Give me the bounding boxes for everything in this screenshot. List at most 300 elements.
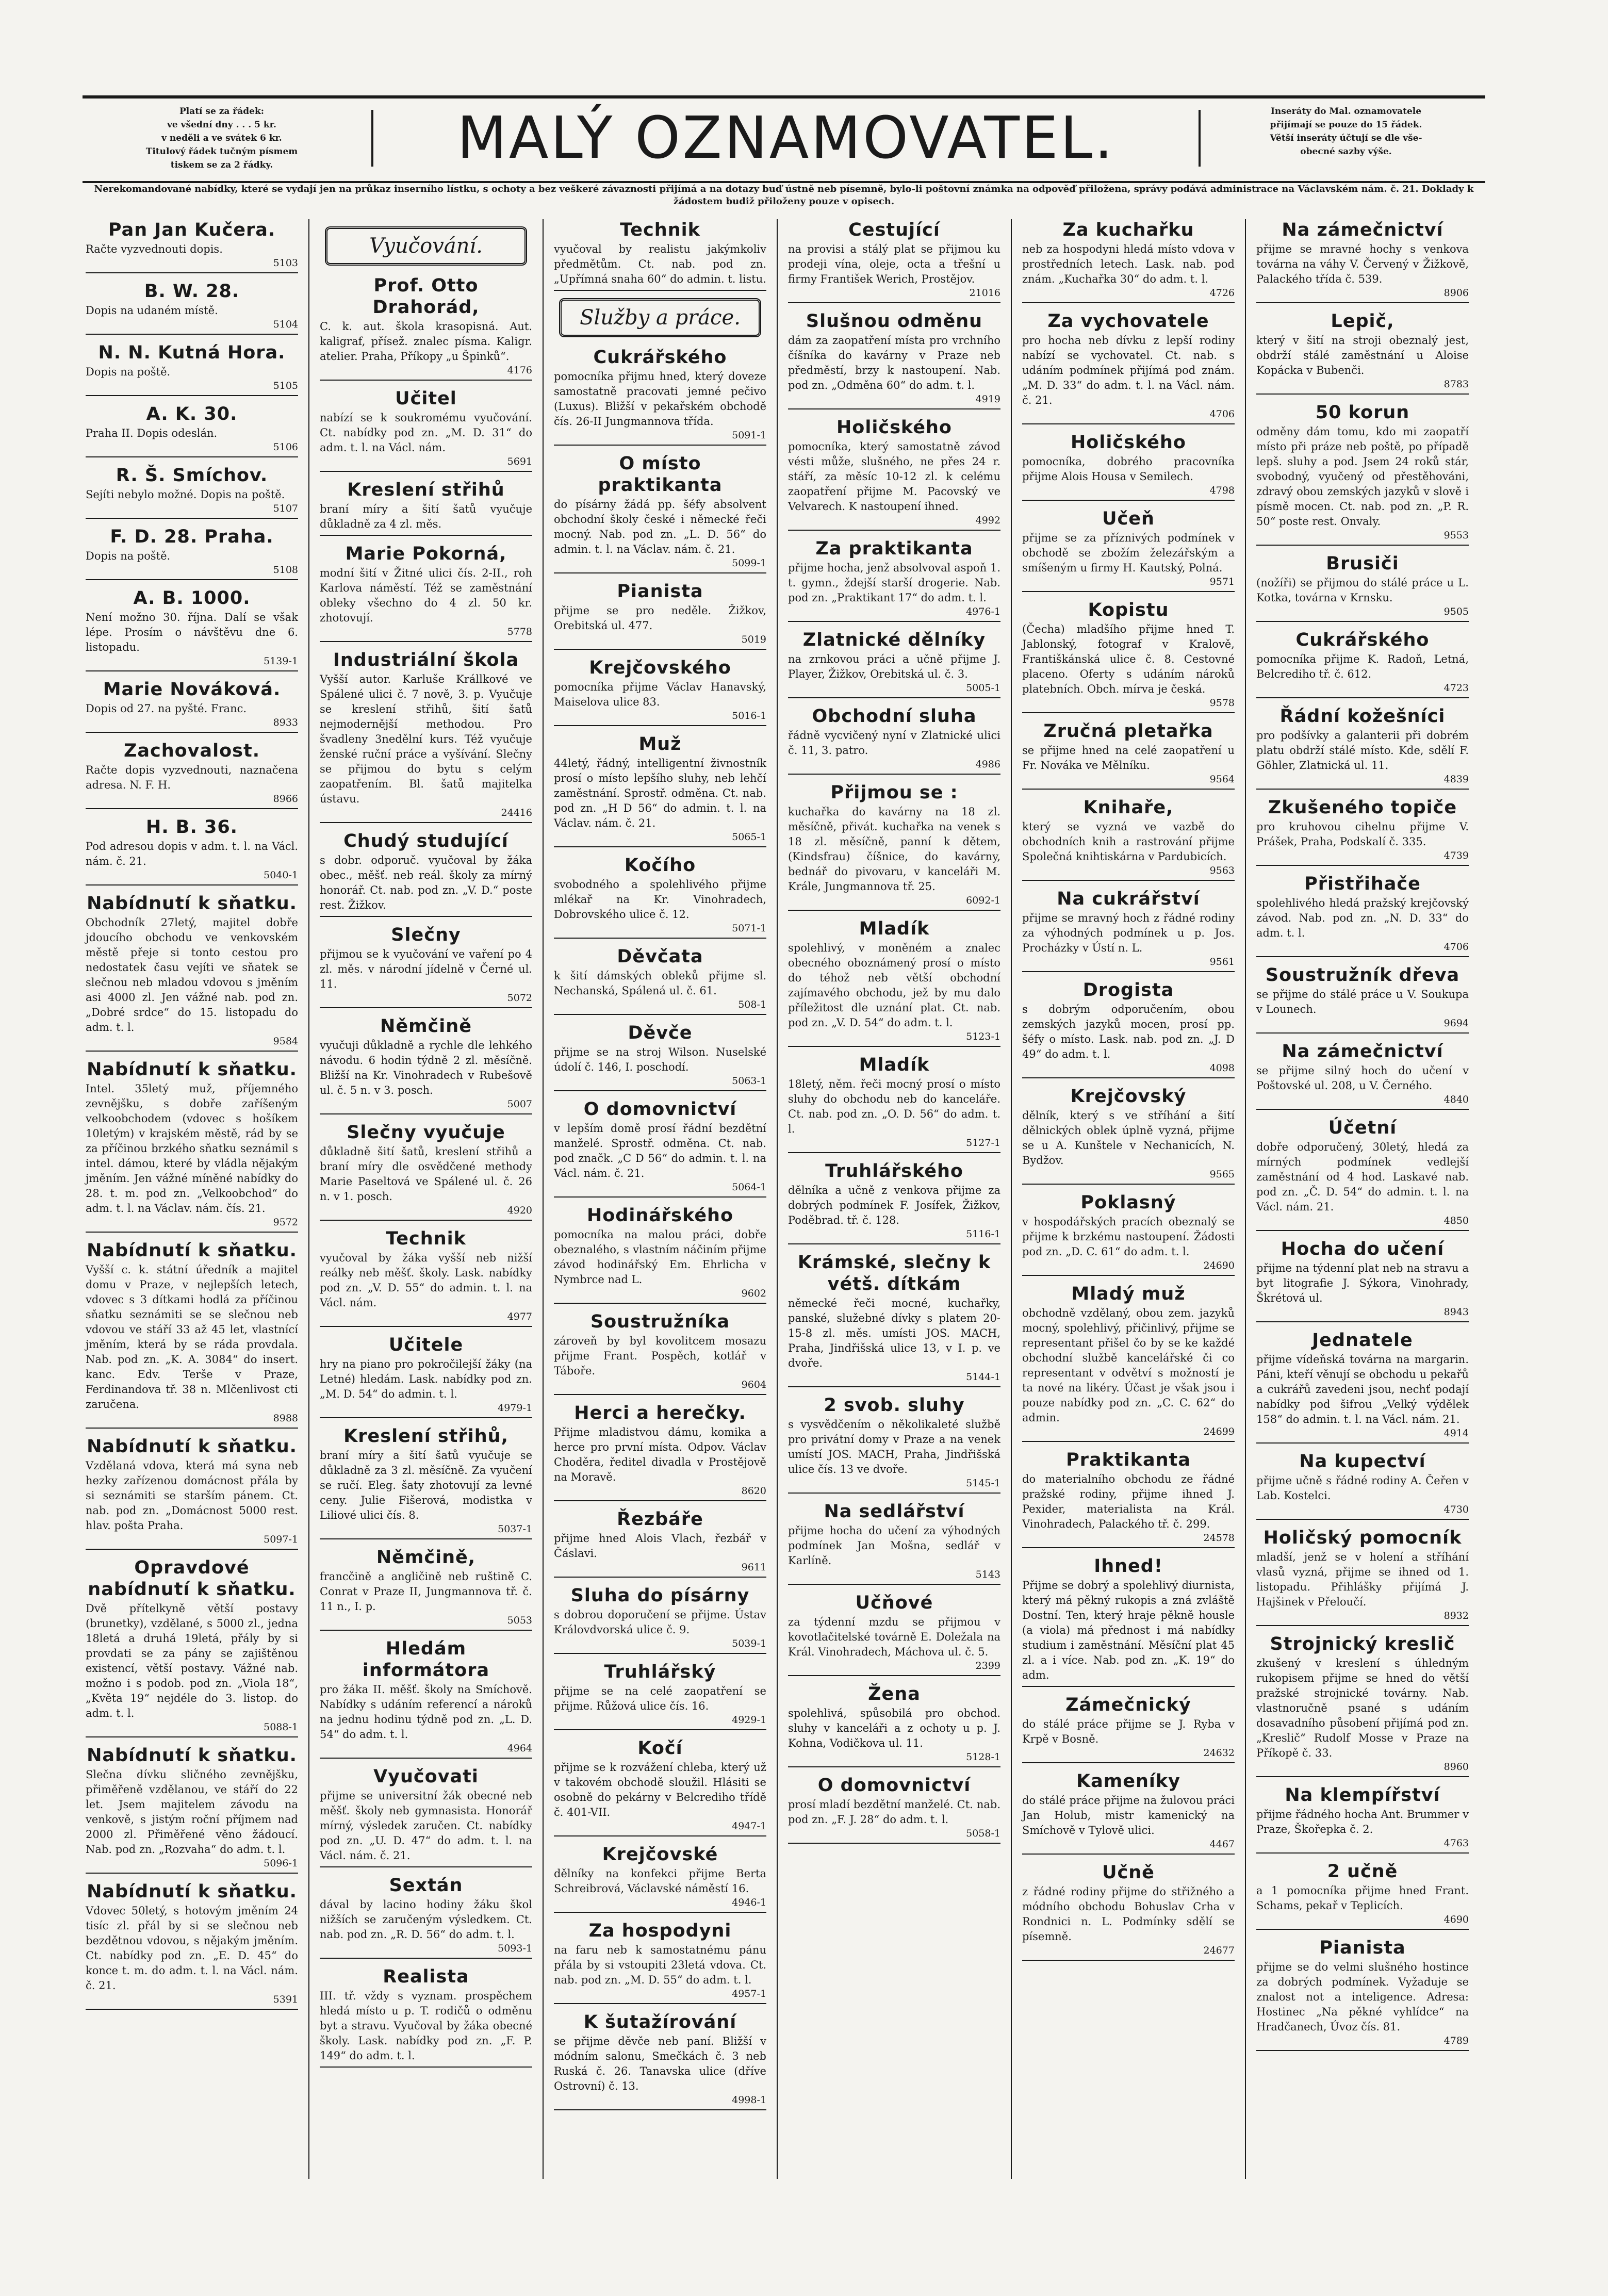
ad-body: Vdovec 50letý, s hotovým jměním 24 tisíc zl. přál by si se slečnou neb bezdětnou vdovou, s nějakým jměním. Ct. nabídky pod zn. „E. D. 45“ do konce t. m. do adm. t. l. na Václ. nám. č. 21. [86,1905,298,1992]
ad-number: 5071-1 [732,923,766,934]
ad-body: přijme se za příznivých podmínek v obchodě se zbožím železářským a smíšeným u firmy H. Kautský, Polná. [1022,532,1235,574]
classified-ad [554,581,766,650]
ad-heading: Slečny [391,925,461,945]
classified-ad [554,1402,766,1501]
classified-ad [1022,219,1235,303]
price-line: ve všední dny . . . 5 kr. [167,120,276,130]
ad-heading: H. B. 36. [146,817,238,838]
classified-ad [320,543,532,642]
ad-body: francčině a angličině neb ruštině C. Conrat v Praze II, Jungmannova tř. č. 11 n., I. p. [320,1570,532,1613]
ad-heading: Realista [383,1966,469,1987]
classified-ad [554,733,766,847]
ad-body: III. tř. vždy s vyznam. prospěchem hledá místo u p. T. rodičů o odměnu byt a stravu. Vyučoval by žáka obecné školy. Lask. nabídky pod zn. „F. P. 149“ do adm. t. l. [320,1990,532,2062]
classified-ad [86,1240,298,1429]
ad-number: 5096-1 [264,1858,298,1869]
ad-body: C. k. aut. škola krasopisná. Aut. kaligraf, přísež. znalec písma. Kaligr. atelier. Praha, Příkopy „u Špinků“. [320,320,532,363]
ad-number: 4098 [1209,1062,1235,1074]
ad-number: 8783 [1443,379,1469,390]
ad-heading: O místo praktikanta [598,453,723,496]
ad-number: 5104 [273,319,298,330]
ad-body: Račte dopis vyzvednouti, naznačena adresa. N. F. H. [86,764,298,791]
page-title: MALÝ OZNAMOVATEL. [371,110,1201,167]
ad-number: 4839 [1443,774,1469,785]
column-rule [1011,219,1012,2179]
ad-number: 5088-1 [264,1721,298,1733]
ad-number: 5072 [507,992,532,1004]
classified-ad [554,1585,766,1654]
ad-number: 9563 [1209,865,1235,876]
ad-heading: Knihaře, [1083,797,1174,818]
ad-body: zároveň by byl kovolitcem mosazu přijme Frant. Pospěch, kotlář v Táboře. [554,1335,766,1377]
ad-body: v hospodářských pracích obeznalý se přijme k brzkému nastoupení. Žádosti pod zn. „D. C. 61“ do adm. t. l. [1022,1216,1235,1258]
ad-columns [83,219,1485,2179]
ad-number: 5005-1 [966,682,1000,694]
classified-ad [788,782,1000,911]
ad-heading: K šutažírování [583,2012,737,2032]
ad-number: 5093-1 [498,1943,532,1954]
classified-ad [320,1875,532,1959]
ad-column [83,219,301,2179]
ad-body: vyučoval by žáka vyšší neb nižší reálky neb měšť. školy. Lask. nabídky pod zn. „V. D. 55“ do admin. t. l. na Václ. nám. [320,1252,532,1309]
ad-number: 2399 [975,1660,1000,1671]
ad-heading: F. D. 28. Praha. [110,527,274,547]
ad-body: vyučoval by realistu jakýmkoliv předmětům. Ct. nab. pod zn. „Upřímná snaha 60“ do admin. t. listu. [554,243,766,285]
ad-heading: Obchodní sluha [812,706,977,727]
ad-heading: Krejčovské [602,1844,718,1865]
ad-heading: A. K. 30. [146,404,238,424]
ad-heading: Kočího [624,855,696,876]
ad-body: s dobrou doporučení se přijme. Ústav Královdvorská ulice č. 9. [554,1609,766,1636]
classified-ad [320,1228,532,1327]
ad-heading: Účetní [1328,1118,1397,1138]
ad-number: 8960 [1443,1761,1469,1773]
ad-number: 8966 [273,793,298,805]
classified-ad [1256,1937,1469,2051]
ad-number: 4706 [1209,408,1235,420]
ad-body: (Čecha) mladšího přijme hned T. Jablonský, fotograf v Kralově, Františkánská ulice č. 8. Cestovné placeno. Oferty s udáním nároků platebních. Obch. mírva je česká. [1022,623,1235,695]
ad-heading: Na kupectví [1299,1451,1426,1472]
ad-heading: Lepič, [1331,311,1394,332]
classified-ad [554,1661,766,1730]
ad-heading: Sextán [389,1875,463,1896]
ad-body: kuchařka do kavárny na 18 zl. měsíčně, přivát. kuchařka na venek s 18 zl. měsíčně, panní k dětem, (Kindsfrau) číšnice, do kavárny, bednář do pivovaru, v kanceláři M. Krále, Jungmannova tř. 25. [788,806,1000,893]
insert-line: Inseráty do Mal. oznamovatele [1270,106,1422,117]
ad-heading: Holičského [1071,432,1186,453]
ad-body: přijme hocha, jenž absolvoval aspoň 1. t. gymn., ždejší starší drogerie. Nab. pod zn. „Praktikant 17“ do adm. t. l. [788,562,1000,604]
ad-number: 5691 [507,456,532,467]
ad-heading: Marie Pokorná, [345,544,507,564]
ad-number: 5091-1 [732,430,766,441]
classified-ad [86,587,298,671]
ad-number: 4957-1 [732,1988,766,1999]
ad-number: 4706 [1443,941,1469,953]
ad-number: 5019 [741,634,766,645]
ad-body: vyučuji důkladně a rychle dle lehkého návodu. 6 hodin týdně 2 zl. měsíčně. Bližší na Kr. Vinohradech v Rubešově ul. č. 5 n. v 3. posch. [320,1039,532,1096]
classified-ad [1022,1283,1235,1442]
ad-heading: Technik [620,220,700,240]
ad-body: do stálé práce přijme na žulovou práci Jan Holub, mistr kamenický na Smíchově v Tylově ulici. [1022,1794,1235,1836]
ad-number: 24578 [1203,1532,1235,1544]
ad-number: 5040-1 [264,870,298,881]
ad-body: Praha II. Dopis odeslán. [86,427,218,439]
ad-number: 5778 [507,626,532,637]
classified-ad [788,1501,1000,1585]
ad-number: 4964 [507,1743,532,1754]
ad-heading: Praktikanta [1066,1450,1191,1470]
ad-column [551,219,769,2179]
classified-ad [320,1425,532,1539]
ad-body: mladší, jenž se v holení a stříhání vlasů vyzná, přijme se ihned od 1. listopadu. Přihlášky přijímá J. Hajšinek v Přeloučí. [1256,1551,1469,1608]
ad-number: 4798 [1209,485,1235,496]
ad-body: Není možno 30. října. Dalí se však lépe. Prosím o návštěvu dne 6. listopadu. [86,611,298,653]
classified-ad [86,1436,298,1550]
ad-body: spolehlivý, v moněném a znalec obecného oboznámený prosí o místo do téhož neb větší obchodní zajímavého obchodu, jež by mu dalo příležitost dle uznání plat. Ct. nab. pod zn. „V. D. 54“ do adm. t. l. [788,942,1000,1029]
ad-body: přijmou se k vyučování ve vaření po 4 zl. měs. v národní jídelně v Černé ul. 11. [320,948,532,990]
classified-ad [788,1592,1000,1676]
classified-ad [320,1547,532,1631]
ad-body: přijme se universitní žák obecné neb měšť. školy neb gymnasista. Honorář mírný, výsledek zaručen. Ct. nabídky pod zn. „U. D. 47“ do adm. t. l. na Václ. nám. č. 21. [320,1790,532,1862]
classified-ad [86,281,298,335]
ad-body: Přijme se dobrý a spolehlivý diurnista, který má pěkný rukopis a zná zvláště Dostní. Ten, který hraje pěkně housle (a viola) má přednost i má nabídky studium i zaměstnání. Měsíční plat 45 zl. a i více. Nab. pod zn. „K. 19“ do adm. [1022,1579,1235,1681]
ad-heading: Krámské, slečny k vétš. dítkám [797,1252,991,1294]
ad-column [1019,219,1238,2179]
ad-number: 4977 [507,1311,532,1322]
ad-heading: Učně [1102,1862,1155,1883]
classified-ad [1256,873,1469,957]
ad-body: pro žáka II. měšť. školy na Smíchově. Nabídky s udáním referencí a nároků na jednu hodinu týdně pod zn. „L. D. 54“ do adm. t. l. [320,1683,532,1741]
classified-ad [554,1311,766,1395]
classified-ad [788,629,1000,698]
ad-heading: Hocha do učení [1281,1239,1445,1259]
ad-body: se přijme děvče neb paní. Bližší v módním salonu, Smečkách č. 3 neb Ruská č. 26. Tanavska ulice (dříve Ostrovní) č. 13. [554,2035,766,2092]
ad-heading: Cukrářského [593,347,727,368]
ad-number: 24677 [1203,1945,1235,1956]
ad-number: 5053 [507,1615,532,1626]
classified-ad [1022,1862,1235,1961]
classified-ad [1256,797,1469,866]
classified-ad [1256,310,1469,395]
ad-number: 5108 [273,564,298,576]
insert-line: Větší inseráty účtují se dle vše- [1270,133,1422,143]
ad-heading: Mladý muž [1071,1284,1186,1304]
ad-number: 9602 [741,1288,766,1299]
ad-body: pro kruhovou cihelnu přijme V. Prášek, Praha, Podskalí č. 335. [1256,821,1469,848]
ad-body: a 1 pomocníka přijme hned Frant. Schams, pekař v Teplicích. [1256,1884,1469,1912]
classified-ad [1022,1770,1235,1855]
ad-heading: Učňové [855,1593,933,1613]
ad-number: 9611 [741,1562,766,1573]
ad-number: 5097-1 [264,1534,298,1545]
classified-ad [554,2011,766,2110]
ad-heading: Cukrářského [1295,630,1430,650]
ad-number: 9561 [1209,956,1235,967]
ad-number: 5065-1 [732,831,766,843]
ad-body: Intel. 35letý muž, příjemného zevnějšku, s dobře zaříšeným velkoobchodem (vdovec s hošíkem 10letým) v krajském městě, rád by se za příčinou brzkého sňatku seznámil s intel. dámou, které by vládla nějakým jměním. Jen vážné míněné nabídky do 28. t. m. pod zn. „Velkoobchod“ do adm. t. l. na Václav. nám. čís. 21. [86,1083,298,1215]
classified-ad [1256,1330,1469,1444]
ad-body: 44letý, řádný, intelligentní živnostník prosí o místo lepšího sluhy, neb lehčí zaměstnání. Sprostř. odměna. Ct. nab. pod zn. „H D 56“ do admin. t. l. na Václav. nám. č. 21. [554,757,766,829]
classified-ad [554,1737,766,1836]
ad-heading: Zachovalost. [123,741,260,761]
ad-heading: Sluha do písárny [570,1585,750,1606]
ad-body: dobře odporučený, 30letý, hledá za mírných podmínek vedlejší zaměstnání od 4 hod. Laskavé nab. pod zn. „Č. D. 54“ do admin. t. l. na Václ. nám. 21. [1256,1141,1469,1213]
ad-number: 5106 [273,441,298,453]
ad-body: pomocníka na malou práci, dobře obeznalého, s vlastním náčiním přijme závod hodinářský Em. Ehrlicha v Nymbrce nad L. [554,1228,766,1286]
ad-heading: Kopistu [1088,600,1169,620]
ad-body: pomocníka přijmu hned, který doveze samostatně pracovati jemné pečivo (Luxus). Bližší v pekařském obchodě čís. 26-II Jungmannova třída. [554,370,766,428]
ad-heading: 50 korun [1315,402,1410,423]
ad-body: Dopis od 27. na pyšté. Franc. [86,702,247,715]
classified-ad [1256,553,1469,622]
ad-body: pomocníka přijme Václav Hanavský, Maiselova ulice 83. [554,681,766,708]
classified-ad [1022,432,1235,501]
classified-ad [554,1205,766,1304]
ad-number: 5064-1 [732,1182,766,1193]
ad-column [317,219,535,2179]
ad-heading: Nabídnutí k sňatku. [87,893,297,914]
ad-heading: Krejčovský [1070,1086,1187,1107]
classified-ad [320,1966,532,2068]
ad-number: 4690 [1443,1914,1469,1925]
ad-heading: Za praktikanta [815,538,973,559]
ad-heading: Žena [868,1684,921,1704]
ad-heading: Učitel [395,388,457,409]
ad-number: 5037-1 [498,1523,532,1535]
ad-body: do materialního obchodu ze řádné pražské rodiny, přijme ihned J. Pexider, materialista na Král. Vinohradech, Palackého tř. č. 299. [1022,1473,1235,1530]
ad-heading: Krejčovského [589,658,731,678]
ad-heading: A. B. 1000. [133,588,251,609]
ad-body: přijme se na stroj Wilson. Nuselské údolí č. 146, I. poschodí. [554,1046,766,1073]
price-line: Platí se za řádek: [179,106,265,117]
ad-heading: Za kuchařku [1062,220,1194,240]
classified-ad [1256,1238,1469,1322]
classified-ad [554,347,766,446]
ad-number: 5139-1 [264,655,298,667]
classified-ad [1256,1041,1469,1110]
ad-body: Sejíti nebylo možné. Dopis na poště. [86,488,285,501]
ad-number: 4998-1 [732,2094,766,2106]
ad-body: který v šití na stroji obeznalý jest, obdrží stálé zaměstnání u Aloise Kopácka v Bubenči. [1256,334,1469,376]
classified-ad [1022,508,1235,592]
ad-heading: Chudý studující [343,831,508,851]
classified-ad [86,403,298,457]
classified-ad [1256,1451,1469,1520]
ad-heading: Pianista [617,581,703,602]
ad-body: na zrnkovou práci a učně přijme J. Player, Žižkov, Orebitská ul. č. 3. [788,653,1000,680]
classified-ad [1022,1086,1235,1185]
ad-heading: Řezbáře [617,1509,703,1530]
classified-ad [1022,1555,1235,1687]
ad-body: řádně vycvičený nyní v Zlatnické ulici č. 11, 3. patro. [788,729,1000,757]
classified-ad [788,417,1000,531]
ad-number: 4992 [975,515,1000,526]
ad-number: 4840 [1443,1094,1469,1105]
column-rule [777,219,778,2179]
ad-number: 6092-1 [966,895,1000,906]
ad-body: svobodného a spolehlivého přijme mlékař na Kr. Vinohradech, Dobrovského ulice č. 12. [554,878,766,921]
classified-ad [320,830,532,917]
insert-line: přijímají se pouze do 15 řádek. [1270,120,1422,130]
price-line: v neděli a ve svátek 6 kr. [161,133,282,143]
classified-ad [320,479,532,536]
ad-number: 9604 [741,1379,766,1390]
ad-body: na faru neb k samostatnému pánu přála by si vstoupiti 23letá vdova. Ct. nab. pod zn. „M. D. 55“ do adm. t. l. [554,1944,766,1986]
ad-heading: Kameníky [1076,1771,1180,1792]
ad-body: Dopis na poště. [86,550,171,562]
ad-number: 8988 [273,1413,298,1424]
ad-number: 508-1 [738,999,766,1010]
ad-number: 5103 [273,257,298,269]
ad-heading: Nabídnutí k sňatku. [87,1881,297,1902]
ad-heading: Prof. Otto Drahorád, [372,275,480,318]
ad-number: 24690 [1203,1260,1235,1271]
ad-number: 5058-1 [966,1828,1000,1839]
classified-ad [320,1122,532,1221]
classified-ad [788,538,1000,622]
ad-body: přijme se na celé zaopatření se přijme. Růžová ulice čís. 16. [554,1685,766,1712]
ad-heading: Holičského [836,417,952,438]
ad-number: 4979-1 [498,1402,532,1414]
ad-body: dělníka a učně z venkova přijme za dobrých podmínek F. Josífek, Žižkov, Poděbrad. tř. č. 128. [788,1184,1000,1226]
classified-ad [554,657,766,726]
ad-number: 5116-1 [966,1228,1000,1240]
masthead-insert-notice [1212,105,1480,158]
ad-number: 9565 [1209,1169,1235,1180]
ad-heading: Drogista [1082,980,1174,1001]
ad-heading: Zkušeného topiče [1268,797,1457,818]
classified-ad [554,453,766,573]
classified-ad [320,1015,532,1114]
classified-ad [788,1683,1000,1767]
ad-body: do stálé práce přijme se J. Ryba v Krpě v Bosně. [1022,1718,1235,1745]
newspaper-page [83,95,1485,2184]
ad-heading: Zlatnické dělníky [802,630,986,650]
ad-heading: Kreslení střihů [347,480,505,500]
masthead-footnote: Nerekomandované nabídky, které se vydají jen na průkaz inserního lístku, s ochoty a bez veškeré závaznosti přijímá a na dotazy buď ústně neb písemně, bylo-li poštovní známka na odpověď přiložena, správy podává administrace na Václavském nám. č. 21. Doklady k žádostem budiž přiloženy pouze v opisech. [94,184,1474,207]
ad-number: 4929-1 [732,1714,766,1726]
ad-heading: B. W. 28. [144,281,240,302]
ad-number: 9505 [1443,606,1469,617]
ad-heading: Cestující [848,220,940,240]
ad-number: 8943 [1443,1306,1469,1318]
ad-body: Vzdělaná vdova, která má syna neb hezky zařízenou domácnost přála by si seznámiti se starším pánem. Ct. nab. pod zn. „Domácnost 5000 rest. hlav. pošta Praha. [86,1459,298,1532]
classified-ad [320,388,532,472]
ad-body: přijme hocha do učení za výhodných podmínek Jan Mošna, sedlář v Karlíně. [788,1524,1000,1567]
ad-body: pomocníka přijme K. Radoň, Letná, Belcrediho tř. č. 612. [1256,653,1469,680]
ad-body: nabízí se k soukromému vyučování. Ct. nabídky pod zn. „M. D. 31“ do adm. t. l. na Václ. nám. [320,412,532,454]
ad-body: Dopis na poště. [86,366,171,378]
ad-body: přijme učně s řádné rodiny A. Čeřen v Lab. Kostelci. [1256,1474,1469,1502]
classified-ad [86,465,298,519]
ad-body: s dobr. odporuč. vyučoval by žáka obec., měšť. neb reál. školy za mírný honorář. Ct. nab. pod zn. „V. D.“ poste rest. Žižkov. [320,854,532,911]
section-heading: Vyučování. [325,226,527,266]
ad-heading: Slušnou odměnu [806,311,983,332]
ad-body: který se vyzná ve vazbě do obchodních knih a rastrování přijme Společná knihtiskárna v Pardubicích. [1022,821,1235,863]
classified-ad [86,219,298,273]
ad-heading: Truhlářského [825,1161,963,1182]
classified-ad [86,740,298,809]
ad-body: přijme na týdenní plat neb na stravu a byt litografie J. Sýkora, Vinohrady, Škrétová ul. [1256,1262,1469,1304]
ad-number: 5016-1 [732,710,766,721]
ad-body: zkušený v kreslení s úhledným rukopisem přijme se hned do větší pražské strojnické továrny. Nab. vlastnoručně psané s udáním dosavadního působení přijímá pod zn. „Kreslič“ Rudolf Mosse v Praze na Příkopě č. 33. [1256,1657,1469,1759]
ad-heading: Na zámečnictví [1282,220,1443,240]
classified-ad [86,1557,298,1737]
ad-number: 5128-1 [966,1751,1000,1763]
classified-ad [1022,1449,1235,1548]
ad-number: 9572 [273,1217,298,1228]
ad-number: 9694 [1443,1018,1469,1029]
classified-ad [1256,1784,1469,1854]
ad-number: 24699 [1203,1426,1235,1437]
ad-body: v lepším domě prosí řádní bezdětní manželé. Sprostř. odměna. Ct. nab. pod značk. „C D 56“ do admin. t. l. na Václ. nám. č. 21. [554,1122,766,1179]
ad-number: 9564 [1209,774,1235,785]
ad-number: 4919 [975,393,1000,405]
classified-ad [788,1395,1000,1494]
ad-body: hry na piano pro pokročilejší žáky (na Letné) hledám. Lask. nabídky pod zn. „M. D. 54“ do admin. t. l. [320,1358,532,1400]
ad-body: neb za hospodyni hledá místo vdova v prostředních letech. Lask. nab. pod znám. „Kuchařka 30“ do adm. t. l. [1022,243,1235,285]
classified-ad [86,342,298,396]
classified-ad [788,219,1000,303]
column-rule [543,219,544,2179]
ad-body: Račte vyzvednouti dopis. [86,243,223,255]
ad-body: 18letý, něm. řeči mocný prosí o místo sluhy do obchodu neb do kanceláře. Ct. nab. pod zn. „O. D. 56“ do adm. t. l. [788,1078,1000,1135]
ad-body: spolehlivá, spůsobilá pro obchod. sluhy v kanceláři a z ochoty u p. J. Kohna, Vodičkova ul. 11. [788,1707,1000,1749]
ad-body: (nožíři) se přijmou do stálé práce u L. Kotka, továrna v Krnsku. [1256,577,1469,604]
classified-ad [554,1098,766,1198]
classified-ad [788,310,1000,409]
ad-number: 5143 [975,1569,1000,1580]
ad-heading: Slečny vyučuje [347,1122,505,1143]
ad-heading: Němčině [380,1016,472,1037]
ad-body: Vyšší c. k. státní úředník a majitel domu v Praze, v nejlepších letech, vdovec s 3 dítkami hodlá za příčinou sňatku seznámiti se se slečnou neb vdovou ve stáří 33 až 45 let, vlastnící jměním, která by se ráda provdala. Nab. pod zn. „K. A. 3084“ do insert. kanc. Edv. Terše v Praze, Ferdinandova tř. 38 n. Mlčenlivost cti zaručena. [86,1264,298,1411]
classified-ad [554,855,766,939]
ad-heading: 2 svob. sluhy [824,1395,965,1416]
ad-column [1253,219,1472,2179]
ad-body: dělník, který s ve stříhání a šití dělnických oblek úplně vyzná, přijme se u A. Kunštele v Nechanicích, N. Bydžov. [1022,1109,1235,1167]
ad-body: modní šití v Žitné ulici čís. 2-II., roh Karlova náměstí. Též se zaměstnání obleky všechno do 4 zl. 50 kr. zhotovují. [320,567,532,624]
ad-heading: Soustružníka [590,1311,730,1332]
ad-number: 4723 [1443,682,1469,694]
ad-body: přijme se do velmi slušného hostince za dobrých podmínek. Vyžaduje se znalost not a inteligence. Adresa: Hostinec „Na pěkné vyhlídce“ na Hradčanech, Úvoz čís. 81. [1256,1961,1469,2033]
ad-body: Pod adresou dopis v adm. t. l. na Václ. nám. č. 21. [86,840,298,867]
ad-number: 4726 [1209,287,1235,299]
ad-number: 4730 [1443,1504,1469,1515]
ad-number: 5123-1 [966,1031,1000,1042]
ad-number: 4914 [1443,1428,1469,1439]
ad-number: 8620 [741,1485,766,1497]
ad-number: 4946-1 [732,1897,766,1908]
section-heading: Služby a práce. [559,298,761,337]
ad-heading: Na sedlářství [824,1501,965,1522]
ad-body: dával by lacino hodiny žáku škol nižších se zaručeným výsledkem. Ct. nab. pod zn. „R. D. 56“ do adm. t. l. [320,1898,532,1941]
ad-heading: Řádní kožešníci [1279,706,1446,727]
ad-body: s vysvědčením o několikaleté službě pro privátní domy v Praze a na venek umístí JOS. MACH, Praha, Jindřišská ulice čís. 13 ve dvoře. [788,1418,1000,1475]
classified-ad [86,1059,298,1233]
classified-ad [320,924,532,1008]
ad-heading: Poklasný [1080,1192,1176,1213]
ad-heading: Ihned! [1094,1556,1163,1577]
ad-number: 5105 [273,380,298,391]
ad-heading: Zručná pletařka [1043,721,1213,742]
classified-ad [1256,1527,1469,1626]
ad-body: pomocníka, který samostatně závod vésti může, slušného, ne přes 24 r. stáří, za měsíc 10-12 zl. k celému zaopatření přijme M. Pacovský ve Velvarech. K nastoupení ihned. [788,440,1000,513]
classified-ad [788,1252,1000,1387]
classified-ad [320,275,532,381]
ad-number: 4763 [1443,1838,1469,1849]
ad-number: 9584 [273,1036,298,1047]
classified-ad [1256,964,1469,1034]
ad-number: 8906 [1443,287,1469,299]
classified-ad [554,1022,766,1091]
